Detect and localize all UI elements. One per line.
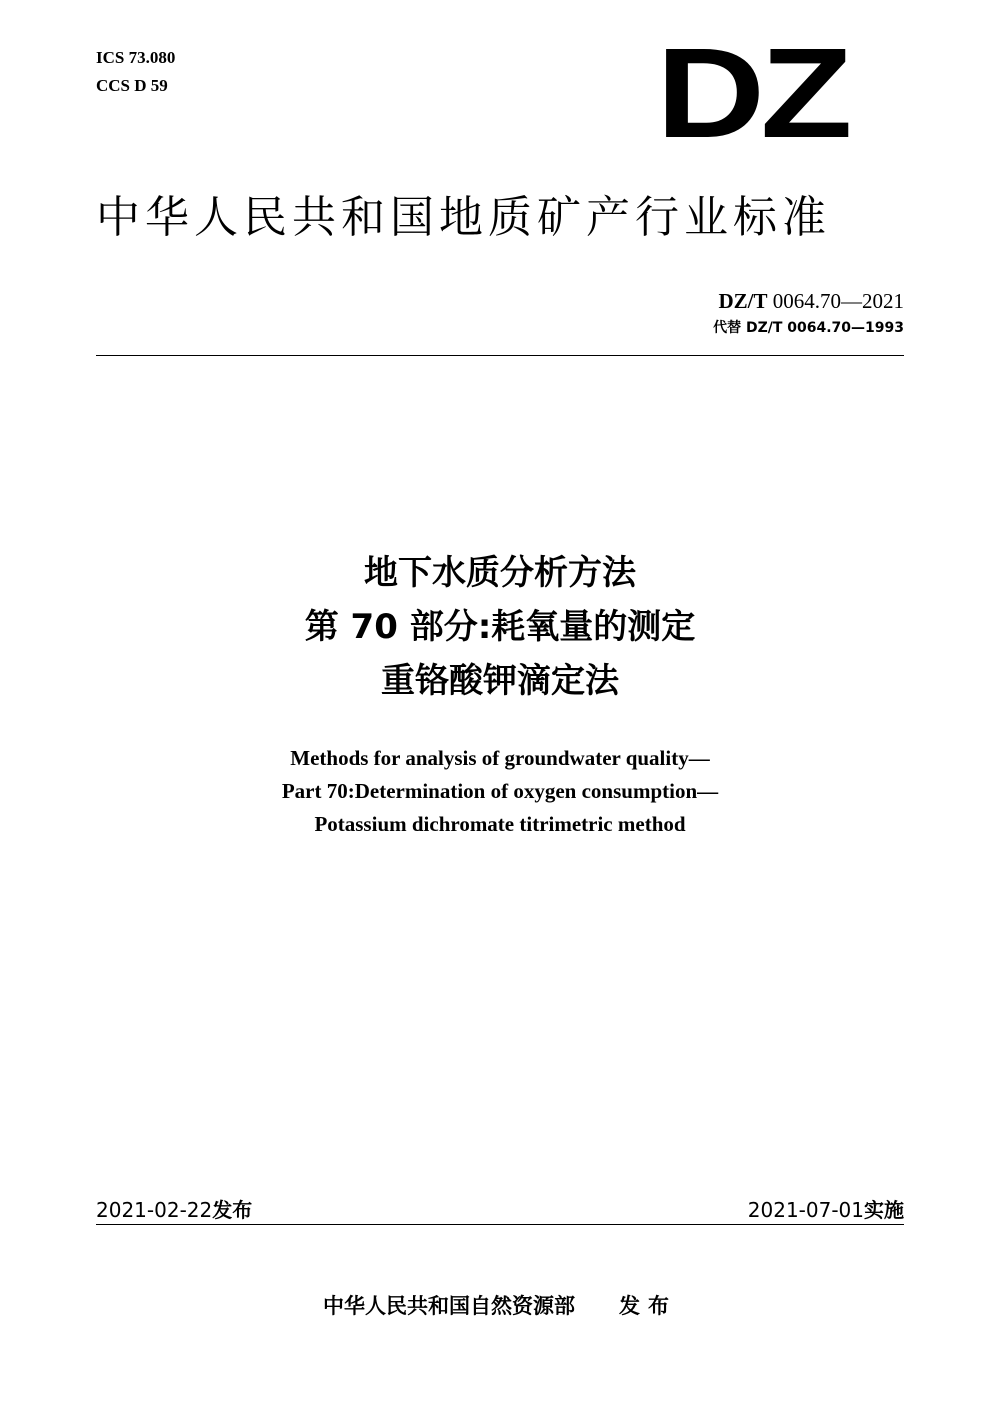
chinese-title	[0, 546, 1000, 708]
english-title-line-1: Methods for analysis of groundwater quality—	[290, 746, 710, 770]
publisher-action: 发布	[619, 1294, 677, 1318]
ics-code: ICS 73.080	[96, 48, 176, 67]
implementation-date-suffix: 实施	[864, 1198, 904, 1222]
bottom-divider	[96, 1224, 904, 1225]
replaces-standard: 代替 DZ/T 0064.70—1993	[713, 320, 904, 336]
standard-number-value: 0064.70—2021	[767, 289, 904, 313]
implementation-date	[748, 1196, 904, 1224]
issue-date-suffix: 发布	[212, 1198, 253, 1222]
standard-category-title: 中华人民共和国地质矿产行业标准	[96, 192, 831, 243]
chinese-title-line-1: 地下水质分析方法	[364, 553, 636, 593]
english-title	[0, 742, 1000, 841]
dz-logo: DZ	[656, 22, 848, 165]
implementation-date-value: 2021-07-01	[747, 1198, 864, 1222]
chinese-title-line-2: 第 70 部分:耗氧量的测定	[304, 607, 696, 647]
standard-number-block	[713, 286, 904, 340]
publisher	[0, 1290, 1000, 1322]
top-divider	[96, 355, 904, 356]
english-title-line-2: Part 70:Determination of oxygen consumption—	[281, 779, 719, 803]
classification-codes	[96, 44, 175, 100]
chinese-title-line-3: 重铬酸钾滴定法	[381, 661, 619, 701]
english-title-line-3: Potassium dichromate titrimetric method	[314, 812, 686, 836]
issue-date	[96, 1196, 252, 1224]
ccs-code: CCS D 59	[96, 76, 168, 95]
standard-number-prefix: DZ/T	[718, 289, 768, 313]
standard-number	[713, 286, 904, 316]
issue-date-value: 2021-02-22	[96, 1198, 213, 1222]
publisher-name: 中华人民共和国自然资源部	[323, 1294, 575, 1318]
